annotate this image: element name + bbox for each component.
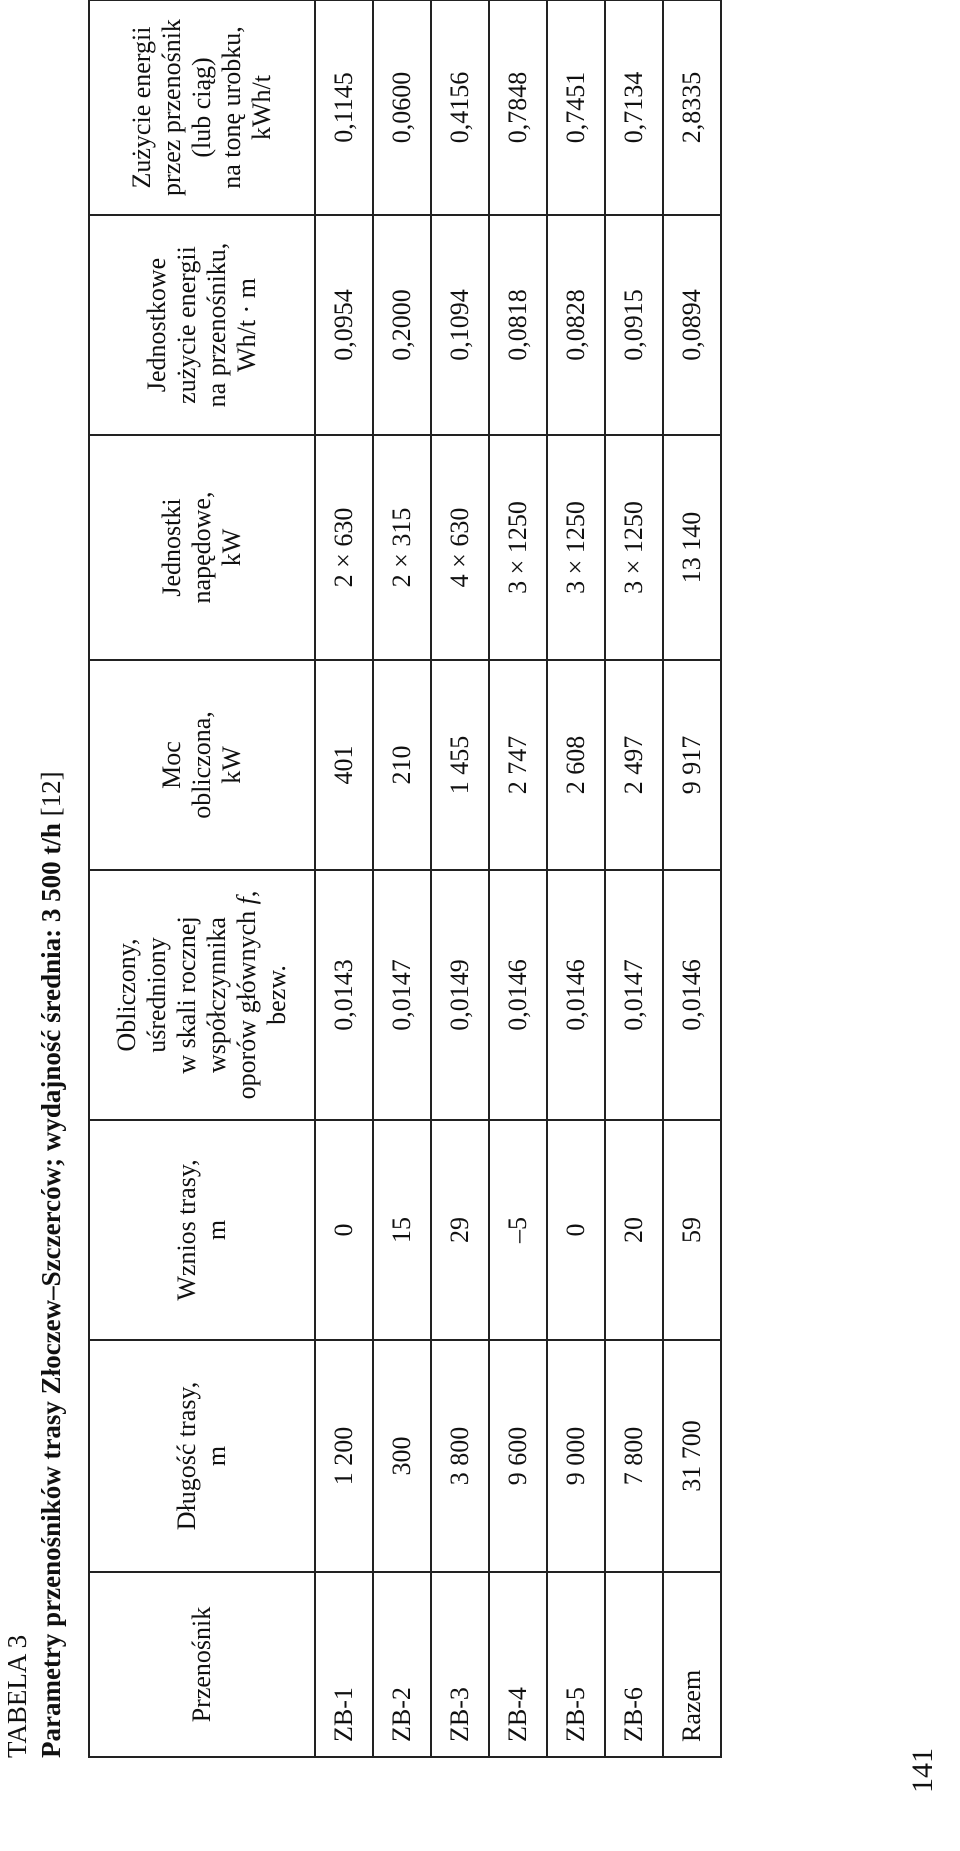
table-cell: 0,0146 xyxy=(663,870,721,1120)
table-cell: 210 xyxy=(373,660,431,870)
column-header-line: Obliczony, xyxy=(112,938,141,1052)
column-header-line: m xyxy=(202,1219,231,1241)
table-title-ref: [12] xyxy=(36,771,66,824)
column-header-line: kW xyxy=(217,746,246,784)
table-cell: 0,2000 xyxy=(373,215,431,435)
conveyor-name-cell: ZB-3 xyxy=(431,1572,489,1757)
table-row xyxy=(315,0,373,1757)
table-cell: 3 800 xyxy=(431,1340,489,1572)
conveyor-name-cell: ZB-2 xyxy=(373,1572,431,1757)
column-header-line: Wznios trasy, xyxy=(172,1159,201,1301)
table-cell: 2 497 xyxy=(605,660,663,870)
table-row xyxy=(489,0,547,1757)
table-title-bold: Parametry przenośników trasy Złoczew–Szczerców; wydajność średnia: 3 500 t/h xyxy=(36,823,66,1758)
conveyor-name-cell: ZB-5 xyxy=(547,1572,605,1757)
column-header-line: (lub ciąg) xyxy=(187,57,216,158)
parameters-table xyxy=(88,0,722,1758)
column-header xyxy=(89,660,315,870)
table-cell: 0,0828 xyxy=(547,215,605,435)
table-cell: 1 200 xyxy=(315,1340,373,1572)
table-cell: 0,1094 xyxy=(431,215,489,435)
table-cell: 2,8335 xyxy=(663,0,721,215)
table-label: TABELA 3 xyxy=(2,1634,32,1758)
conveyor-name-cell: ZB-6 xyxy=(605,1572,663,1757)
table-cell: 2 × 315 xyxy=(373,435,431,660)
column-header-line: Wh/t · m xyxy=(232,278,261,372)
table-title xyxy=(34,771,68,1758)
table-cell: 0,0915 xyxy=(605,215,663,435)
column-header-line: oporów głównych f, xyxy=(232,890,261,1100)
table-cell: 0,0600 xyxy=(373,0,431,215)
column-header-line: Jednostki xyxy=(157,498,186,597)
table-cell: 59 xyxy=(663,1120,721,1340)
table-cell: 0,0143 xyxy=(315,870,373,1120)
table-cell: 300 xyxy=(373,1340,431,1572)
header-row xyxy=(89,0,315,1757)
table-cell: 0,0954 xyxy=(315,215,373,435)
column-header xyxy=(89,1120,315,1340)
column-header-line: w skali rocznej xyxy=(172,916,201,1074)
column-header-line: Moc xyxy=(157,741,186,789)
column-header xyxy=(89,1340,315,1572)
table-cell: 3 × 1250 xyxy=(605,435,663,660)
table-cell: –5 xyxy=(489,1120,547,1340)
column-header-line: Długość trasy, xyxy=(172,1381,201,1531)
page-number: 141 xyxy=(906,1748,939,1793)
table-cell: 7 800 xyxy=(605,1340,663,1572)
column-header xyxy=(89,1572,315,1757)
table-cell: 3 × 1250 xyxy=(547,435,605,660)
table-cell: 20 xyxy=(605,1120,663,1340)
table-cell: 401 xyxy=(315,660,373,870)
conveyor-name-cell: Razem xyxy=(663,1572,721,1757)
column-header xyxy=(89,870,315,1120)
table-row xyxy=(663,0,721,1757)
column-header-line: kWh/t xyxy=(247,75,276,140)
table-cell: 0,0146 xyxy=(489,870,547,1120)
table-cell: 2 608 xyxy=(547,660,605,870)
column-header-line: na przenośniku, xyxy=(202,242,231,408)
table-cell: 9 917 xyxy=(663,660,721,870)
table-cell: 0,7134 xyxy=(605,0,663,215)
table-cell: 2 × 630 xyxy=(315,435,373,660)
table-cell: 13 140 xyxy=(663,435,721,660)
table-cell: 9 600 xyxy=(489,1340,547,1572)
table-cell: 0,0149 xyxy=(431,870,489,1120)
column-header-line: obliczona, xyxy=(187,711,216,819)
table-cell: 0,0147 xyxy=(605,870,663,1120)
conveyor-name-cell: ZB-1 xyxy=(315,1572,373,1757)
table-cell: 31 700 xyxy=(663,1340,721,1572)
table-cell: 4 × 630 xyxy=(431,435,489,660)
table-cell: 29 xyxy=(431,1120,489,1340)
column-header-line: zużycie energii xyxy=(172,246,201,404)
table-cell: 2 747 xyxy=(489,660,547,870)
table-cell: 0,0146 xyxy=(547,870,605,1120)
table-cell: 0,0147 xyxy=(373,870,431,1120)
table-cell: 0,1145 xyxy=(315,0,373,215)
column-header-line: napędowe, xyxy=(187,491,216,604)
column-header-line: Jednostkowe xyxy=(142,257,171,393)
table-cell: 9 000 xyxy=(547,1340,605,1572)
table-row xyxy=(373,0,431,1757)
column-header-line: kW xyxy=(217,528,246,567)
column-header xyxy=(89,215,315,435)
table-cell: 0,0894 xyxy=(663,215,721,435)
table-cell: 0 xyxy=(315,1120,373,1340)
column-header-line: współczynnika xyxy=(202,917,231,1073)
column-header-line: uśredniony xyxy=(142,937,171,1053)
column-header-line: na tonę urobku, xyxy=(217,26,246,189)
table-row xyxy=(547,0,605,1757)
table-cell: 0 xyxy=(547,1120,605,1340)
table-row xyxy=(431,0,489,1757)
table-cell: 1 455 xyxy=(431,660,489,870)
table-cell: 0,0818 xyxy=(489,215,547,435)
column-header-line: bezw. xyxy=(262,965,291,1025)
table-cell: 0,4156 xyxy=(431,0,489,215)
table-cell: 15 xyxy=(373,1120,431,1340)
table-body xyxy=(315,0,721,1757)
column-header-line: Zużycie energii xyxy=(127,26,156,189)
table-cell: 0,7848 xyxy=(489,0,547,215)
table-cell: 3 × 1250 xyxy=(489,435,547,660)
symbol-f: f xyxy=(232,897,261,905)
column-header xyxy=(89,435,315,660)
column-header-line: przez przenośnik xyxy=(157,19,186,196)
table-cell: 0,7451 xyxy=(547,0,605,215)
table-row xyxy=(605,0,663,1757)
column-header-line: m xyxy=(202,1445,231,1467)
conveyor-name-cell: ZB-4 xyxy=(489,1572,547,1757)
column-header xyxy=(89,0,315,215)
column-header-line: Przenośnik xyxy=(187,1606,216,1723)
